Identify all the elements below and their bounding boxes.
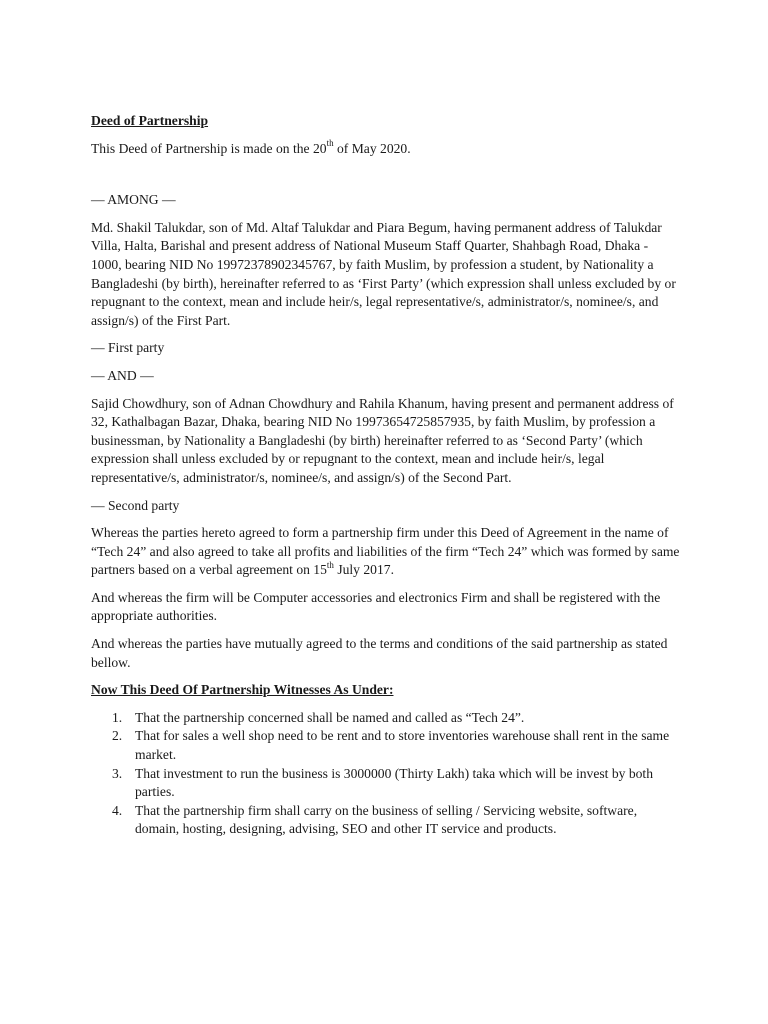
intro-paragraph bbox=[91, 140, 681, 159]
clause-item-1 bbox=[91, 709, 681, 728]
clause-text: That the partnership concerned shall be named and called as “Tech 24”. bbox=[135, 709, 525, 725]
clause-item-2 bbox=[91, 727, 681, 764]
clause-number: 2. bbox=[112, 728, 123, 744]
clause-number: 4. bbox=[112, 802, 123, 818]
whereas-paragraph-3: And whereas the parties have mutually agreed to the terms and conditions of the said partnership as stated bellow. bbox=[91, 636, 668, 670]
clause-text: That investment to run the business is 3000000 (Thirty Lakh) taka which will be invest by both parties. bbox=[135, 765, 653, 800]
document-page bbox=[91, 112, 681, 839]
and-label: — AND — bbox=[91, 367, 154, 383]
clause-text: That for sales a well shop need to be rent and to store inventories warehouse shall rent in the same market. bbox=[135, 728, 670, 763]
whereas-paragraph-1 bbox=[91, 524, 681, 580]
clause-number: 3. bbox=[112, 765, 123, 781]
clause-text: That the partnership firm shall carry on the business of selling / Servicing website, software, domain, hosting, designing, advising, SEO and other IT service and products. bbox=[135, 802, 638, 837]
document-title: Deed of Partnership bbox=[91, 113, 209, 128]
second-party-label: — Second party bbox=[91, 497, 180, 513]
intro-text-before: This Deed of Partnership is made on the 20 bbox=[91, 140, 327, 156]
clause-item-4 bbox=[91, 802, 681, 839]
first-party-paragraph: Md. Shakil Talukdar, son of Md. Altaf Talukdar and Piara Begum, having permanent address of Talukdar Villa, Halta, Barishal and present address of National Museum Staff Quarter, Shahbagh Road, Dhaka - 1000, bearing NID No 19972378902345767, by faith Muslim, by profession a student, by Nationality a Bangladeshi (by birth), hereinafter referred to as ‘First Party’ (which expression shall unless excluded by or repugnant to the context, mean and include heir/s, legal representative/s, administrator/s, nominee/s, and assign/s) of the First Part. bbox=[91, 219, 676, 328]
intro-text-after: of May 2020. bbox=[333, 140, 411, 156]
witness-heading: Now This Deed Of Partnership Witnesses As Under: bbox=[91, 682, 394, 698]
whereas-1-text-after: July 2017. bbox=[333, 562, 394, 578]
whereas-paragraph-2: And whereas the firm will be Computer accessories and electronics Firm and shall be registered with the appropriate authorities. bbox=[91, 589, 661, 624]
first-party-label: — First party bbox=[91, 340, 165, 356]
intro-ordinal-suffix: th bbox=[326, 138, 334, 149]
second-party-paragraph: Sajid Chowdhury, son of Adnan Chowdhury and Rahila Khanum, having present and permanent address of 32, Kathalbagan Bazar, Dhaka, bearing NID No 19973654725857935, by faith Muslim, by profession a businessman, by Nationality a Bangladeshi (by birth) hereinafter referred to as ‘Second Party’ (which expression shall unless excluded by or repugnant to the context, mean and include heir/s, legal representative/s, administrator/s, nominee/s, and assign/s) of the Second Part. bbox=[91, 395, 674, 485]
whereas-1-ordinal-suffix: th bbox=[326, 559, 334, 570]
among-label: — AMONG — bbox=[91, 192, 176, 208]
clause-number: 1. bbox=[112, 709, 123, 725]
clause-list bbox=[91, 709, 681, 839]
clause-item-3 bbox=[91, 765, 681, 802]
whereas-1-text-before: Whereas the parties hereto agreed to form a partnership firm under this Deed of Agreement in the name of “Tech 24” and also agreed to take all profits and liabilities of the firm “Tech 24” which was formed by same partners based on a verbal agreement on 15 bbox=[91, 525, 680, 578]
